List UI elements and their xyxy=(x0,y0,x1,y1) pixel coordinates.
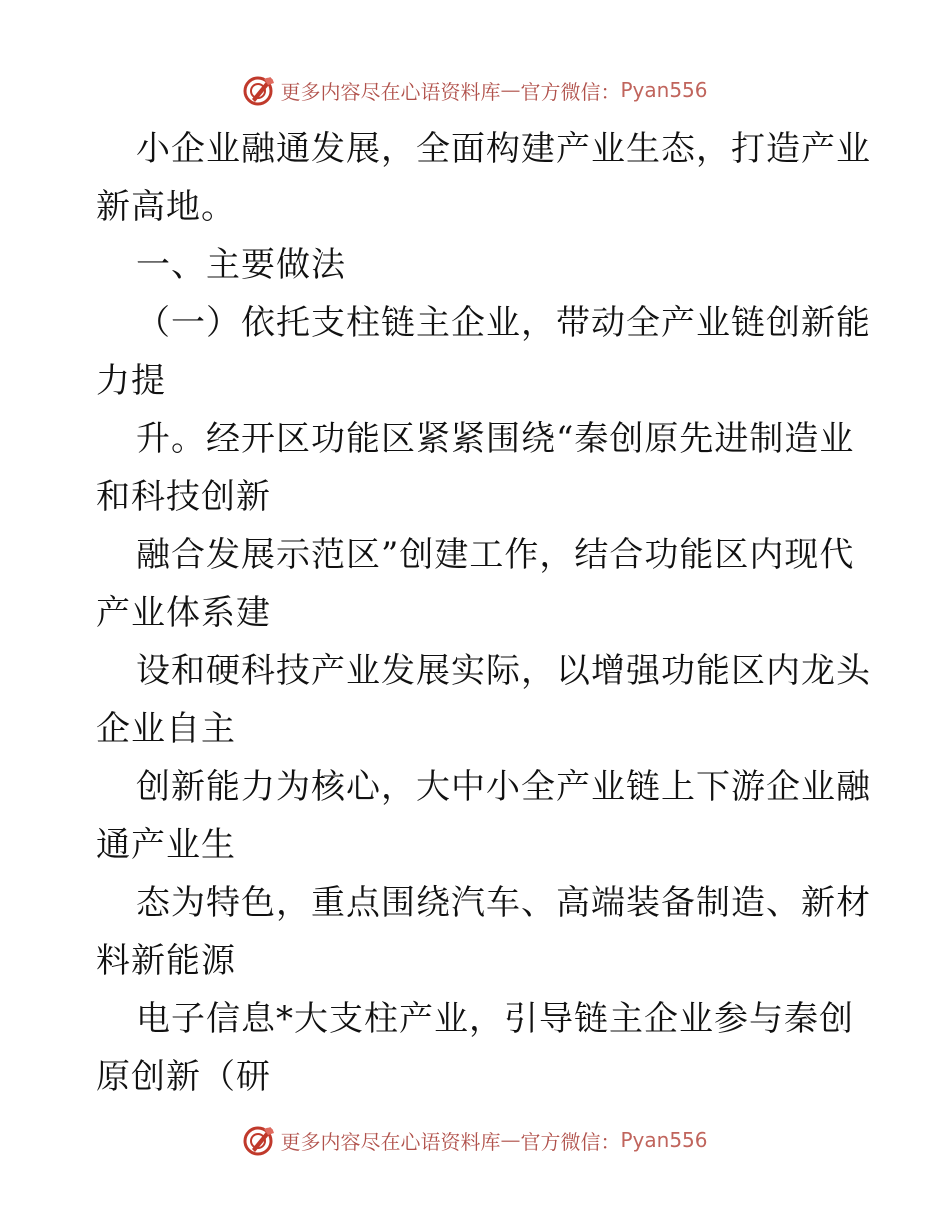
text-line: 升。经开区功能区紧紧围绕“秦创原先进制造业 xyxy=(136,419,855,459)
text-line: 产业体系建 xyxy=(96,593,271,633)
text-line: 电子信息*大支柱产业，引导链主企业参与秦创 xyxy=(136,999,854,1039)
text-line: 小企业融通发展，全面构建产业生态，打造产业 xyxy=(136,129,871,169)
quill-logo-icon xyxy=(242,1123,276,1157)
banner-main-text: 更多内容尽在心语资料库 xyxy=(280,1129,501,1154)
text-line: 融合发展示范区”创建工作，结合功能区内现代 xyxy=(136,535,855,575)
text-line: 态为特色，重点围绕汽车、高端装备制造、新材 xyxy=(136,883,871,923)
text-line: 设和硬科技产业发展实际，以增强功能区内龙头 xyxy=(136,651,871,691)
text-line: 新高地。 xyxy=(96,187,236,227)
text-line: 原创新（研 xyxy=(96,1057,271,1097)
subsection-heading: （一）依托支柱链主企业，带动全产业链创新能 xyxy=(136,303,871,343)
text-line: 料新能源 xyxy=(96,941,236,981)
banner-contact-label: 官方微信： xyxy=(520,79,621,104)
footer-watermark-banner xyxy=(0,1120,950,1160)
text-line: 通产业生 xyxy=(96,825,236,865)
text-line: 企业自主 xyxy=(96,709,236,749)
text-line: 和科技创新 xyxy=(96,477,271,517)
banner-separator: — xyxy=(500,1128,521,1152)
banner-contact-label: 官方微信： xyxy=(520,1129,621,1154)
document-body xyxy=(96,120,871,1106)
banner-handle: Pyan556 xyxy=(620,1128,708,1152)
text-line: 力提 xyxy=(96,361,166,401)
banner-main-text: 更多内容尽在心语资料库 xyxy=(280,79,501,104)
banner-handle: Pyan556 xyxy=(620,78,708,102)
text-line: 创新能力为核心，大中小全产业链上下游企业融 xyxy=(136,767,871,807)
quill-logo-icon xyxy=(242,73,276,107)
banner-separator: — xyxy=(500,78,521,102)
section-heading: 一、主要做法 xyxy=(136,245,346,285)
header-watermark-banner xyxy=(0,70,950,110)
